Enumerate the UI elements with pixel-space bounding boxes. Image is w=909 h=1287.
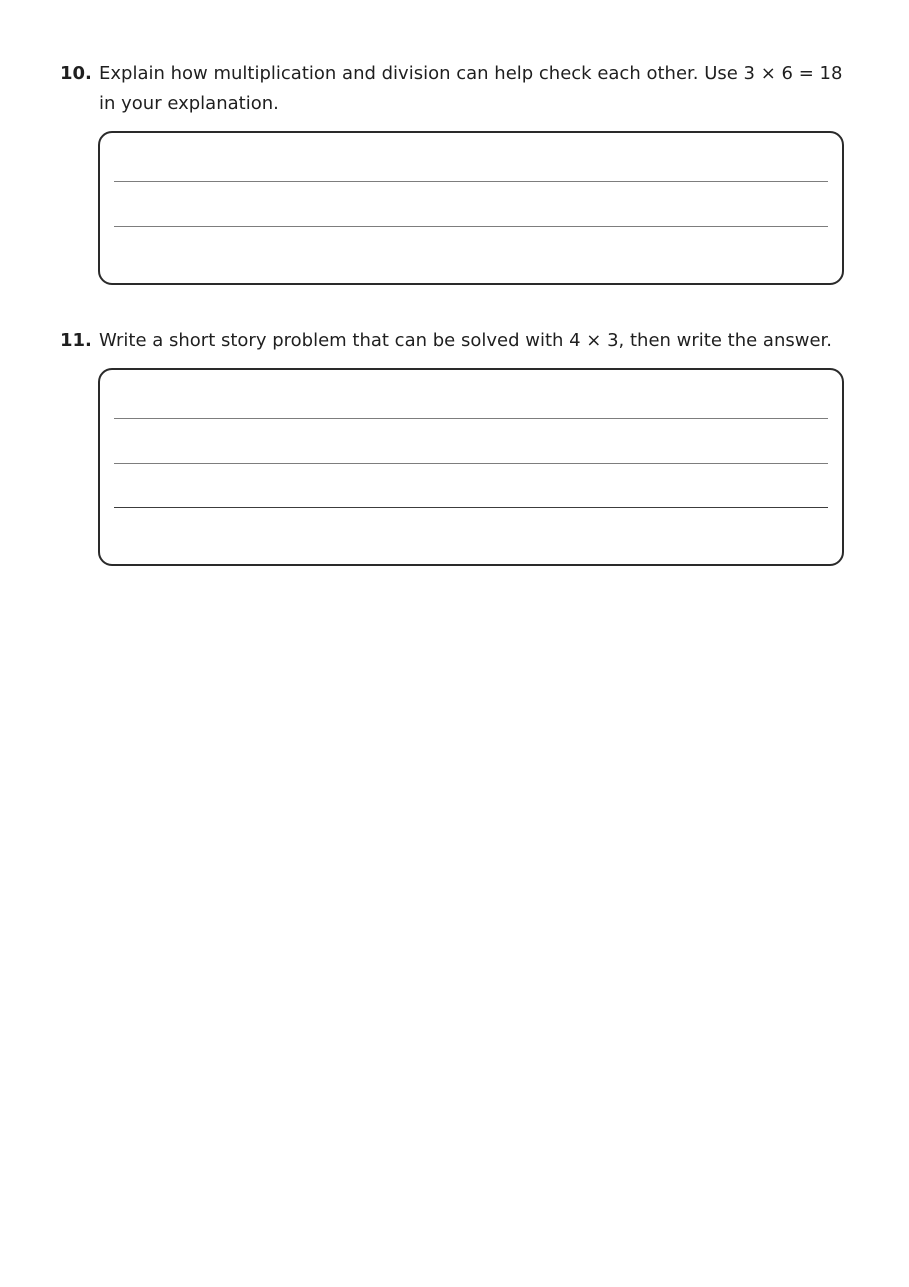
question-text-continued: in your explanation. [99,93,279,114]
question-10-line-2 [60,89,860,119]
question-text: Write a short story problem that can be solved with 4 × 3, then write the answer. [99,330,832,351]
answer-line [114,507,828,508]
answer-line [114,181,828,182]
question-number: 11. [60,330,92,351]
question-11 [60,326,860,356]
answer-line [114,226,828,227]
question-text: Explain how multiplication and division can help check each other. Use 3 × 6 = 18 [99,63,843,84]
question-number: 10. [60,63,92,84]
answer-box-11[interactable] [98,368,844,566]
answer-line [114,418,828,419]
answer-line [114,463,828,464]
question-11-line-1 [60,326,860,356]
answer-box-10[interactable] [98,131,844,285]
question-10 [60,59,860,119]
question-10-line-1 [60,59,860,89]
